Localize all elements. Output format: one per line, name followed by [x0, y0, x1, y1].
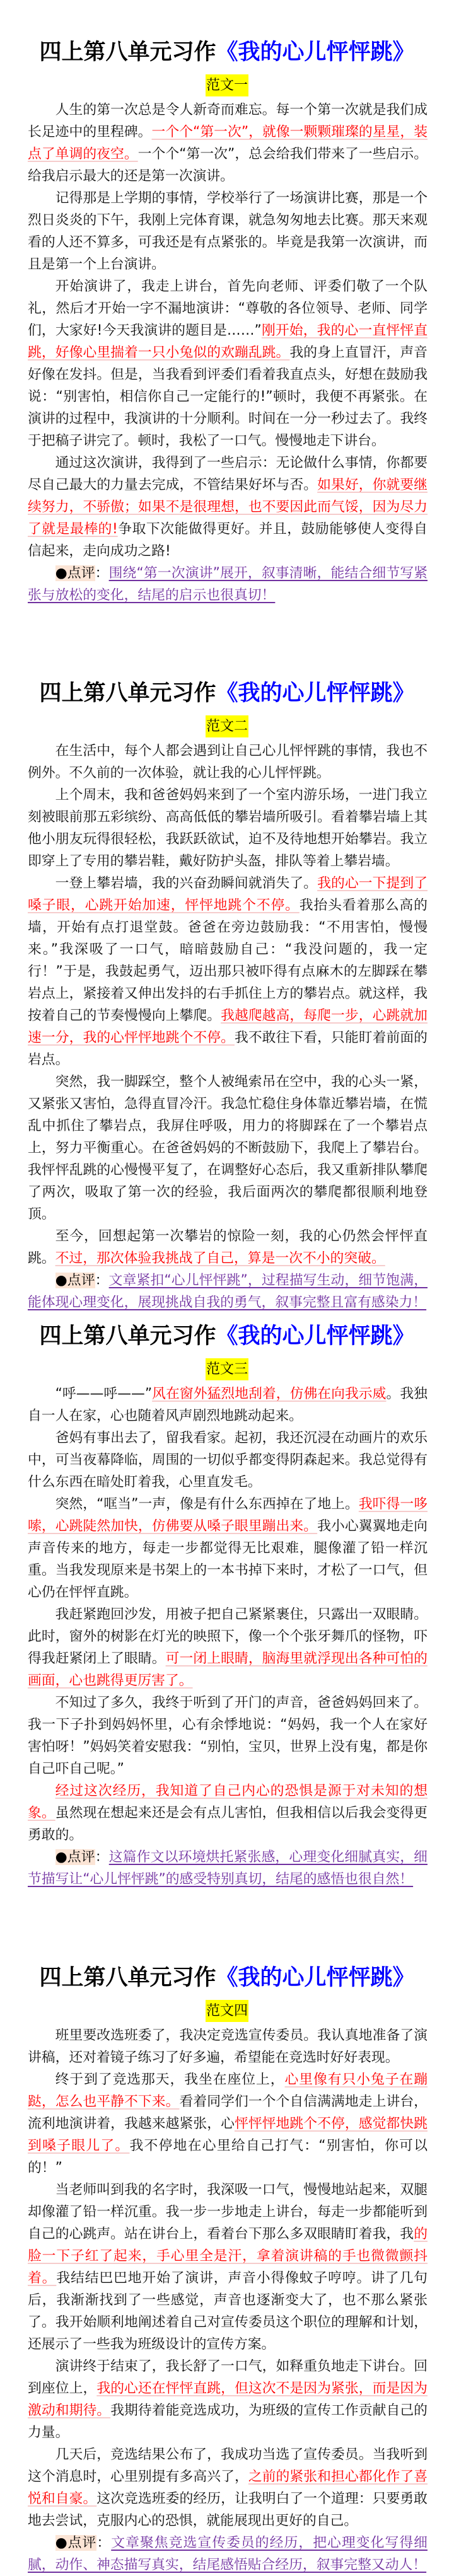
paragraph	[28, 1225, 428, 1269]
essay-title	[0, 1965, 454, 1990]
essay-body	[28, 740, 428, 1314]
text-segment: 看着同学们一个个自信满满地走上讲台，流利地演讲着，我越来越紧张，心	[28, 2094, 428, 2132]
paragraph	[28, 1603, 428, 1692]
bullet-icon: ●	[55, 565, 67, 581]
text-segment: 我不敢往下看，只能盯着前面的岩点。	[28, 1030, 428, 1068]
paragraph	[28, 1692, 428, 1780]
paragraph	[28, 2355, 428, 2444]
highlighted-sentence: 如果好，你就要继续努力，不骄傲；如果不是很理想，也不要因此而气馁，因为尽力了就是最棒的!	[28, 477, 428, 537]
paragraph	[28, 1427, 428, 1493]
sample-badge: 范文一	[206, 74, 248, 96]
text-segment: 争取下次能做得更好。并且，鼓励能够使人变得自信起来，走向成功之路!	[28, 521, 428, 559]
title-book-name: 《我的心儿怦怦跳》	[216, 1324, 415, 1349]
bullet-icon: ●	[55, 1273, 67, 1288]
paragraph	[28, 1780, 428, 1846]
highlighted-sentence: 风在窗外猛烈地刮着，仿佛在向我示威	[152, 1386, 387, 1402]
comment-label: ●点评	[55, 565, 95, 581]
comment-text: 这篇作文以环境烘托紧张感，心理变化细腻真实，细节描写让“心儿怦怦跳”的感受特别真切，结尾的感悟也很自然！	[28, 1849, 428, 1887]
paragraph	[28, 187, 428, 275]
bullet-icon: ●	[55, 1849, 67, 1865]
highlighted-sentence: 一个个“第一次”，就像一颗颗璀璨的星星，装点了单调的夜空。	[28, 124, 428, 162]
comment-label: ●点评	[55, 1273, 95, 1288]
text-segment: 突然，我一脚踩空，整个人被绳索吊在空中，我的心头一紧，又紧张又害怕，急得直冒冷汗。我急忙稳住身体靠近攀岩墙，在慌乱中抓住了攀岩点，我屏住呼吸，用力的将脚踩在了一个攀岩点上，努力平衡重心。在爸爸妈妈的不断鼓励下，我爬上了攀岩台。我怦怦乱跳的心慢慢平复了，在调整好心态后，我又重新排队攀爬了两次，吸取了第一次的经验，我后面两次的攀爬都很顺利地登顶。	[28, 1074, 428, 1222]
comment-text: 围绕“第一次演讲”展开，叙事清晰，能结合细节写紧张与放松的变化，结尾的启示也很真切！	[28, 565, 428, 603]
essay-section	[0, 681, 454, 1314]
comment-colon: ：	[96, 2535, 112, 2551]
comment-label: ●点评	[55, 1849, 95, 1865]
essay-section	[0, 1324, 454, 1890]
highlighted-sentence: 我吓得一哆嗦，心跳陡然加快，仿佛要从嗓子眼里蹦出来。	[28, 1496, 428, 1534]
paragraph	[28, 1071, 428, 1225]
title-book-name: 《我的心儿怦怦跳》	[216, 1965, 415, 1990]
highlighted-sentence: 不过，那次体验我挑战了自己，算是一次不小的突破。	[55, 1250, 385, 1266]
title-book-name: 《我的心儿怦怦跳》	[216, 40, 415, 65]
essay-body	[28, 1383, 428, 1890]
paragraph	[28, 452, 428, 562]
text-segment: 虽然现在想起来还是会有点儿害怕，但我相信以后我会变得更勇敢的。	[28, 1805, 428, 1843]
highlighted-sentence: 刚开始，我的心一直怦怦直跳，好像心里揣着一只小兔似的欢蹦乱跳。	[28, 323, 428, 361]
comment-colon: ：	[95, 1849, 109, 1865]
text-segment: 终于到了竞选那天，我坐在座位上，	[55, 2072, 285, 2088]
essay-section	[0, 40, 454, 606]
essay-body	[28, 99, 428, 606]
text-segment: 一登上攀岩墙，我的兴奋劲瞬间就消失了。	[55, 875, 318, 891]
highlighted-sentence: 之前的紧张和担心都化作了喜悦和自豪。	[28, 2469, 428, 2507]
text-segment: 我不停地在心里给自己打气：“别害怕，你可以的！”	[28, 2138, 428, 2176]
text-segment: 上个周末，我和爸爸妈妈来到了一个室内游乐场，一进门我立刻被眼前那五彩缤纷、高高低低的攀岩墙所吸引。看着攀岩墙上其他小朋友玩得很轻松，我跃跃欲试，迫不及待地想开始攀岩。我立即穿上了专用的攀岩鞋，戴好防护头盔，排队等着上攀岩墙。	[28, 787, 428, 869]
highlighted-sentence: 心里像有只小兔子在蹦跶，怎么也平静不下来。	[28, 2072, 428, 2110]
highlighted-sentence: 我越爬越高，每爬一步，心跳就加速一分，我的心怦怦地跳个不停。	[28, 1008, 428, 1046]
paragraph	[28, 872, 428, 1071]
paragraph	[28, 2179, 428, 2355]
text-segment: 通过这次演讲，我得到了一些启示：无论做什么事情，你都要尽自己最大的力量去完成，不管结果好坏与否。	[28, 455, 428, 493]
text-segment: 记得那是上学期的事情，学校举行了一场演讲比赛，那是一个烈日炎炎的下午，我刚上完体育课，就急匆匆地去比赛。那天来观看的人还不算多，可我还是有点紧张的。毕竟是我第一次演讲，而且是第一个上台演讲。	[28, 190, 428, 272]
paragraph	[28, 784, 428, 872]
paragraph	[28, 2069, 428, 2179]
comment-label: ●点评	[55, 2535, 97, 2551]
text-segment: 我抬头看着那么高的墙，开始有点打退堂鼓。爸爸在旁边鼓励我：“不用害怕，慢慢来。”我深吸了一口气，暗暗鼓励自己：“我没问题的，我一定行！”于是，我鼓起勇气，迈出那只被吓得有点麻木的左脚踩在攀岩点上，紧接着又伸出发抖的右手抓住上方的攀岩点。就这样，我按着自己的节奏慢慢向上攀爬。	[28, 898, 428, 1024]
essay-title	[0, 40, 454, 65]
title-prefix: 四上第八单元习作	[39, 681, 216, 706]
comment-text: 文章聚焦竞选宣传委员的经历，把心理变化写得细腻，动作、神态描写真实，结尾感悟贴合经历，叙事完整又动人！	[28, 2535, 428, 2573]
paragraph	[28, 275, 428, 452]
essay-title	[0, 681, 454, 706]
text-segment: “呼——呼——”	[55, 1386, 153, 1402]
text-segment: 。我独自一人在家，心也随着风声剧烈地跳动起来。	[28, 1386, 428, 1424]
paragraph	[28, 99, 428, 187]
highlighted-sentence: 经过这次经历，我知道了自己内心的恐惧是源于对未知的想象。	[28, 1783, 428, 1821]
comment	[28, 1269, 428, 1314]
paragraph	[28, 1383, 428, 1427]
sample-badge: 范文三	[206, 1358, 248, 1380]
text-segment: 班里要改选班委了，我决定竞选宣传委员。我认真地准备了演讲稿，还对着镜子练习了好多遍，希望能在竞选时好好表现。	[28, 2028, 428, 2065]
highlighted-sentence: 我的心还在怦怦直跳，但这次不是因为紧张，而是因为激动和期待。	[28, 2381, 428, 2418]
text-segment: 人生的第一次总是令人新奇而难忘。每一个第一次就是我们成长足迹中的里程碑。	[28, 102, 428, 140]
comment-colon: ：	[95, 565, 109, 581]
title-prefix: 四上第八单元习作	[39, 1965, 216, 1990]
title-book-name: 《我的心儿怦怦跳》	[216, 681, 415, 706]
comment-colon: ：	[95, 1273, 109, 1288]
text-segment: 几天后，竞选结果公布了，我成功当选了宣传委员。当我听到这个消息时，心里别提有多高兴了，	[28, 2447, 428, 2485]
highlighted-sentence: 可一闭上眼睛，脑海里就浮现出各种可怕的画面，心也跳得更厉害了。	[28, 1651, 428, 1689]
highlighted-sentence: 我的心一下提到了嗓子眼，心跳开始加速，怦怦地跳个不停。	[28, 875, 428, 913]
comment	[28, 2532, 428, 2576]
text-segment: 我结结巴巴地开始了演讲，声音小得像蚊子哼哼。讲了几句后，我渐渐找到了一些感觉，声音也逐渐变大了，也不那么紧张了。我开始顺利地阐述着自己对宣传委员这个职位的理解和计划，还展示了一些我为班级设计的宣传方案。	[28, 2270, 428, 2352]
text-segment: 在生活中，每个人都会遇到让自己心儿怦怦跳的事情，我也不例外。不久前的一次体验，就让我的心儿怦怦跳。	[28, 743, 428, 781]
essay-section	[0, 1965, 454, 2576]
comment-text: 文章紧扣“心儿怦怦跳”，过程描写生动，细节饱满，能体现心理变化，展现挑战自我的勇气，叙事完整且富有感染力！	[28, 1273, 428, 1310]
highlighted-sentence: 怦怦怦地跳个不停，感觉都快跳到嗓子眼儿了。	[28, 2116, 428, 2154]
text-segment: 演讲终于结束了，我长舒了一口气，如释重负地走下讲台。回到座位上，	[28, 2359, 428, 2396]
text-segment: 开始演讲了，我走上讲台，首先向老师、评委们敬了一个队礼，然后才开始一字不漏地演讲：“尊敬的各位领导、老师、同学们，大家好!今天我演讲的题目是……”	[28, 279, 428, 338]
essay-body	[28, 2024, 428, 2576]
title-prefix: 四上第八单元习作	[39, 40, 216, 65]
paragraph	[28, 740, 428, 784]
bullet-icon: ●	[55, 2535, 68, 2551]
text-segment: 我小心翼翼地走向声音传来的地方，每走一步都觉得无比艰难，腿像灌了铅一样沉重。当我发现原来是书架上的一本书掉下来时，才松了一口气，但心仍在怦怦直跳。	[28, 1518, 428, 1600]
paragraph	[28, 2024, 428, 2069]
text-segment: 当老师叫到我的名字时，我深吸一口气，慢慢地站起来，双腿却像灌了铅一样沉重。我一步一步地走上讲台，每走一步都能听到自己的心跳声。站在讲台上，看着台下那么多双眼睛盯着我，我	[28, 2182, 428, 2242]
text-segment: 这次竞选班委的经历，让我明白了一个道理：只要勇敢地去尝试，克服内心的恐惧，就能展现出更好的自己。	[28, 2491, 428, 2529]
paragraph	[28, 1493, 428, 1603]
paragraph	[28, 2444, 428, 2532]
text-segment: 爸妈有事出去了，留我看家。起初，我还沉浸在动画片的欢乐中，可当夜幕降临，周围的一切似乎都变得阴森起来。我总觉得有什么东西在暗处盯着我，心里直发毛。	[28, 1430, 428, 1490]
text-segment: 我赶紧跑回沙发，用被子把自己紧紧裹住，只露出一双眼睛。此时，窗外的树影在灯光的映照下，像一个个张牙舞爪的怪物，吓得我赶紧闭上了眼睛。	[28, 1607, 428, 1666]
title-prefix: 四上第八单元习作	[39, 1324, 216, 1349]
sample-badge: 范文二	[206, 715, 248, 737]
text-segment: 不知过了多久，我终于听到了开门的声音，爸爸妈妈回来了。我一下子扑到妈妈怀里，心有余悸地说：“妈妈，我一个人在家好害怕呀！”妈妈笑着安慰我：“别怕，宝贝，世界上没有鬼，都是你自己吓自己呢。”	[28, 1695, 428, 1777]
sample-badge: 范文四	[206, 2000, 248, 2022]
text-segment: 一个个“第一次”，总会给我们带来了一些启示。给我启示最大的还是第一次演讲。	[28, 146, 428, 184]
comment	[28, 562, 428, 606]
text-segment: 突然，“哐当”一声，像是有什么东西掉在了地上。	[55, 1496, 359, 1512]
essay-title	[0, 1324, 454, 1349]
highlighted-sentence: 的脸一下子红了起来，手心里全是汗，拿着演讲稿的手也微微颤抖着。	[28, 2226, 428, 2286]
text-segment: 我的身上直冒汗，声音好像在发抖。但是，当我看到评委们看着我直点头，好想在鼓励我说：“别害怕，相信你自己一定能行的!”顿时，我便不再紧张。在演讲的过程中，我演讲的十分顺利。时间在一分一秒过去了。我终于把稿子讲完了。顿时，我松了一口气。慢慢地走下讲台。	[28, 345, 428, 449]
text-segment: 至今，回想起第一次攀岩的惊险一刻，我的心仍然会怦怦直跳。	[28, 1228, 428, 1266]
text-segment: 我期待着能竞选成功，为班级的宣传工作贡献自己的力量。	[28, 2403, 428, 2440]
comment	[28, 1846, 428, 1890]
